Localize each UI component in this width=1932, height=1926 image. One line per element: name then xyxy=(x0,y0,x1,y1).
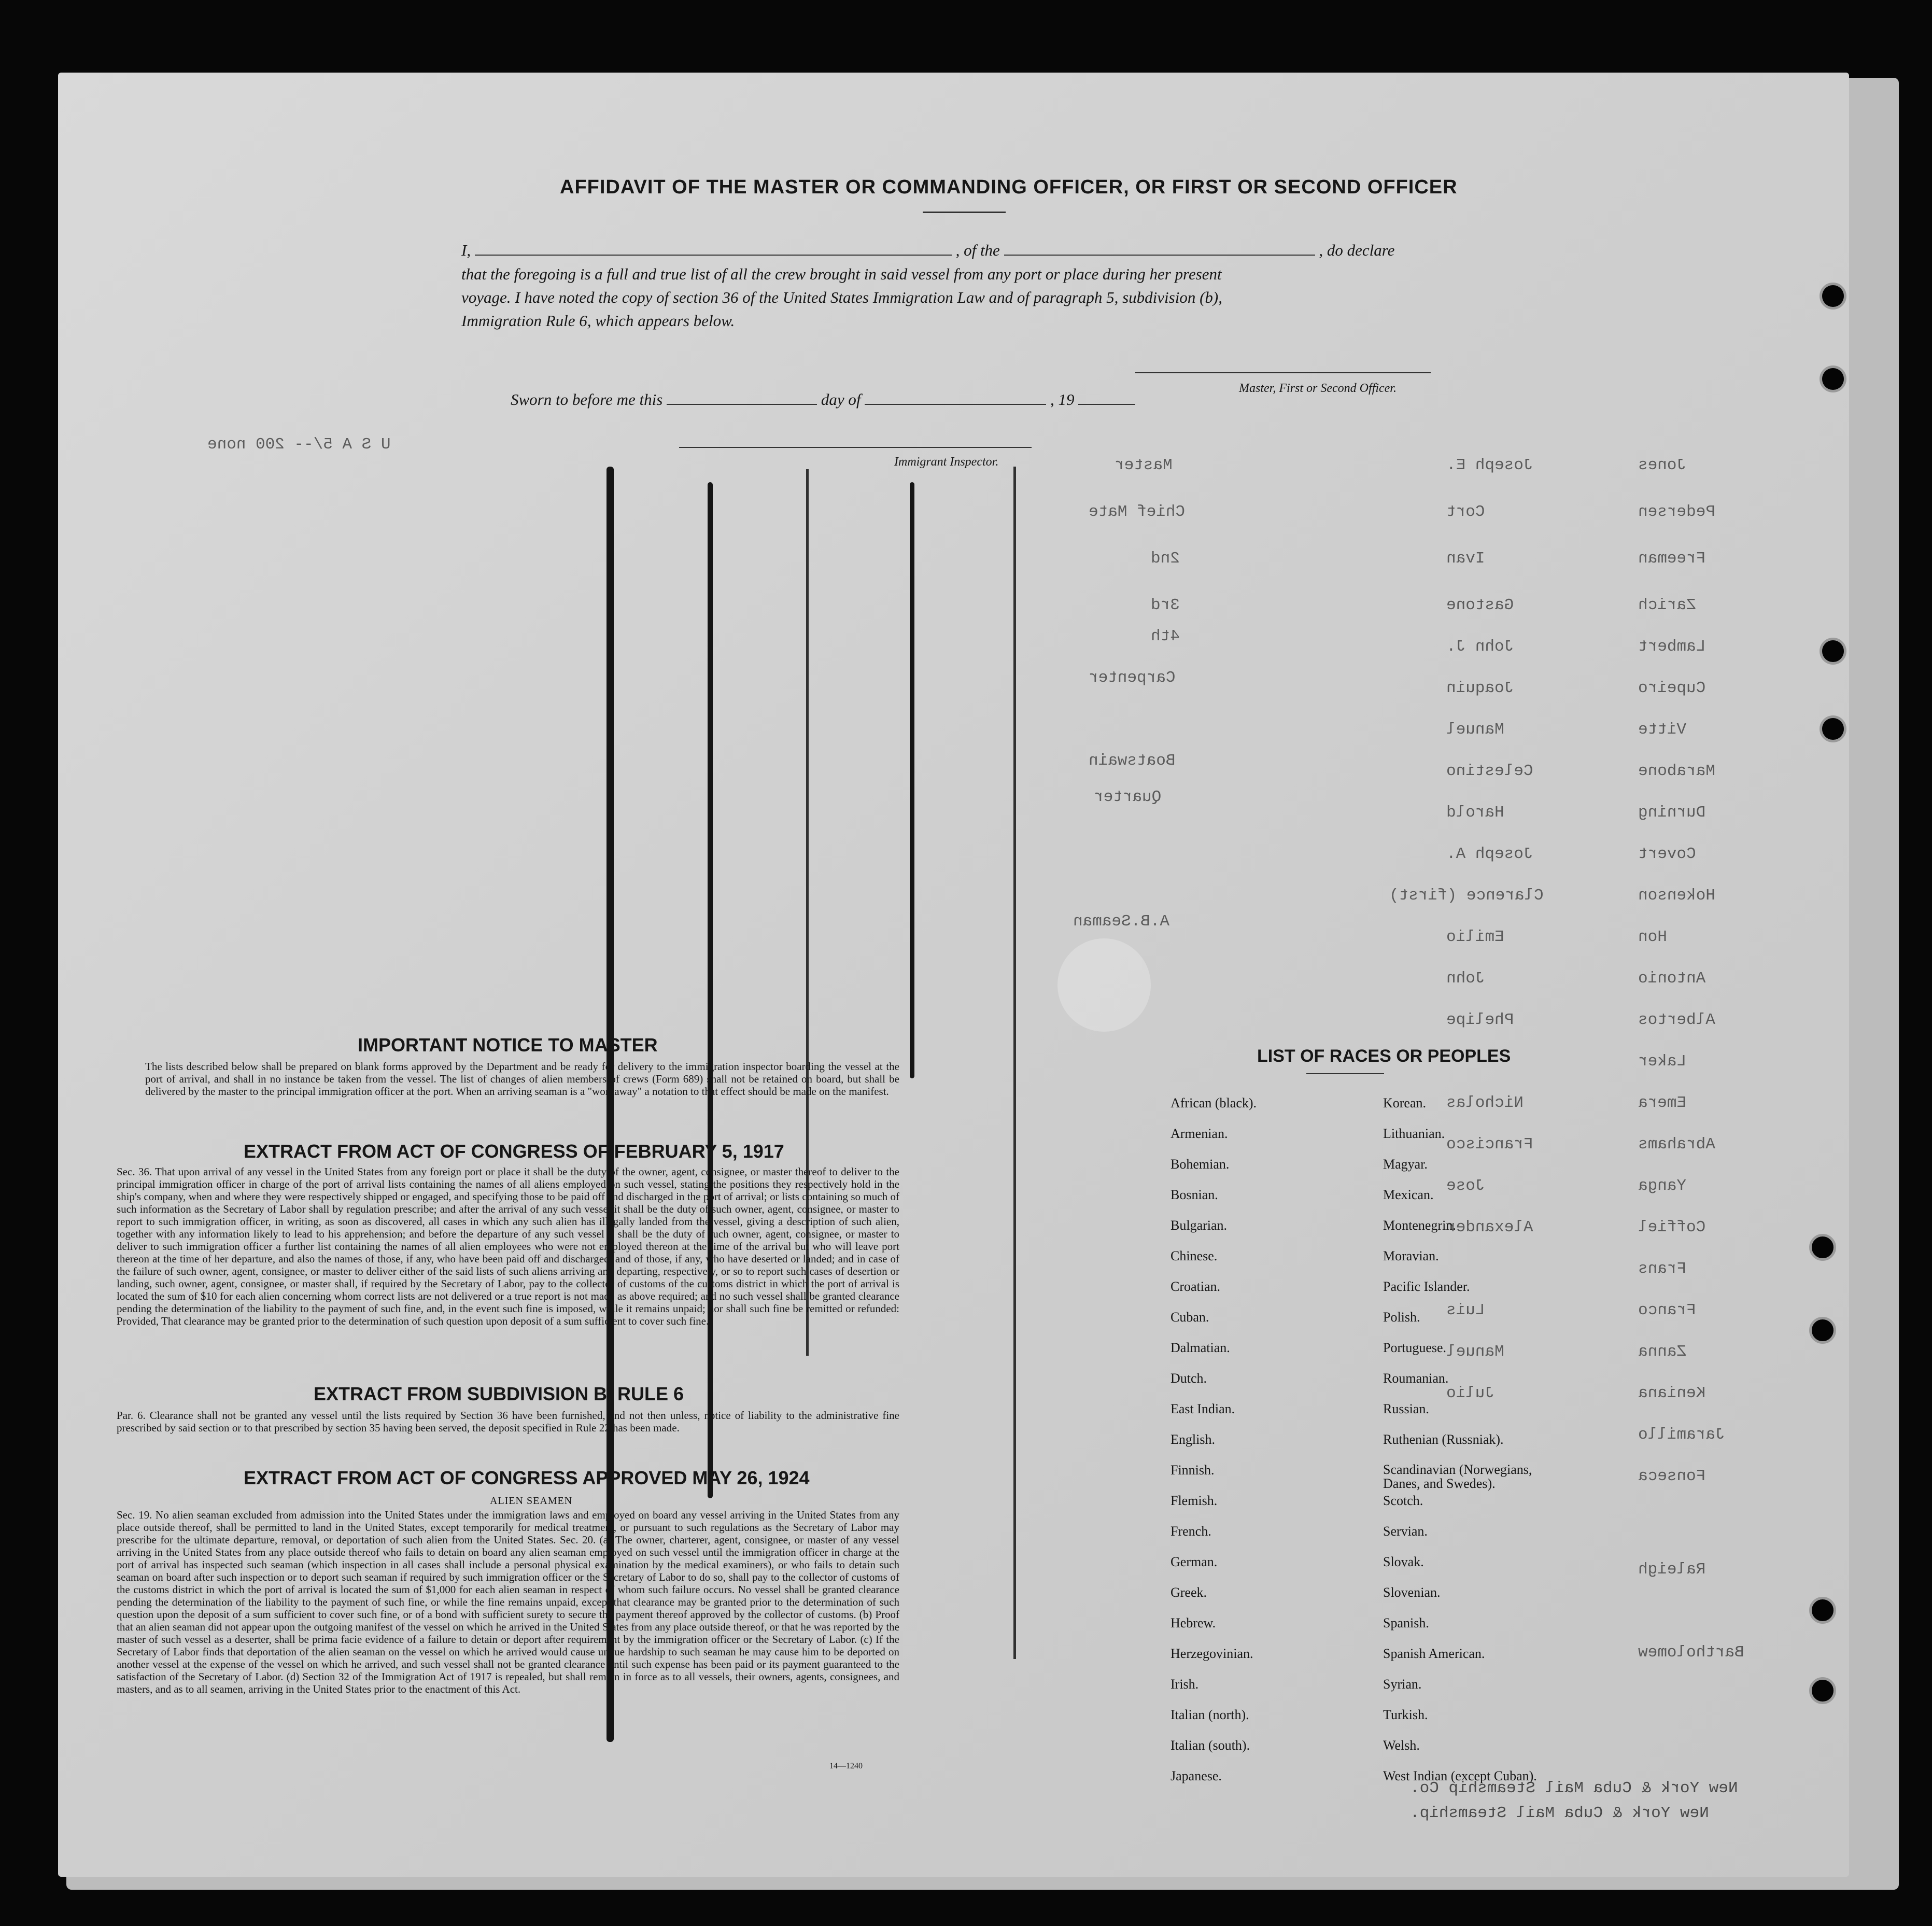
bleed-given: Emilio xyxy=(1446,928,1504,946)
binder-hole xyxy=(1820,715,1846,742)
race-item: English. xyxy=(1171,1432,1215,1447)
bleed-surname: Pedersen xyxy=(1638,503,1715,521)
bleed-surname: Antonio xyxy=(1638,969,1706,988)
sworn-year: , 19 xyxy=(1050,390,1075,409)
race-item: Italian (south). xyxy=(1171,1738,1250,1753)
race-item: Finnish. xyxy=(1171,1463,1215,1478)
race-item: Syrian. xyxy=(1383,1677,1422,1692)
bleed-surname: Durning xyxy=(1638,804,1706,822)
race-item: Lithuanian. xyxy=(1383,1126,1445,1141)
bleed-rank: Quarter xyxy=(1094,788,1162,806)
race-item: Pacific Islander. xyxy=(1383,1279,1470,1294)
bleed-footer-2: New York & Cuba Mail Steamship. xyxy=(1410,1804,1709,1822)
race-item: Polish. xyxy=(1383,1310,1420,1325)
bleed-given: Francisco xyxy=(1446,1135,1533,1154)
races-right-column xyxy=(1383,1095,1554,1799)
bleed-surname: Frans xyxy=(1638,1260,1687,1278)
binder-hole xyxy=(1809,1677,1836,1704)
race-item: Slovak. xyxy=(1383,1554,1424,1569)
light-spot xyxy=(1057,938,1151,1032)
notice-text: The lists described below shall be prepared on blank forms approved by the Department and be ready for delivery to the immigration inspector boarding the vessel at the port of arrival, and shall in no instance be taken from the vessel. The list of changes of alien members of crews (Form 689) shall not be retained on board, but shall be delivered by the master to the principal immigration officer at the port. When an arriving seaman is a "workaway" a notation to that effect should be made on the manifest. xyxy=(145,1060,899,1098)
race-item: Portuguese. xyxy=(1383,1340,1447,1355)
bleed-given: Manuel xyxy=(1446,721,1504,739)
race-item: Bosnian. xyxy=(1171,1187,1218,1202)
race-item: Welsh. xyxy=(1383,1738,1420,1753)
race-item: Dalmatian. xyxy=(1171,1340,1230,1355)
bleed-given: Jose xyxy=(1446,1177,1485,1195)
ink-stroke xyxy=(910,482,914,1078)
bleed-given: Ivan xyxy=(1446,550,1485,568)
bleed-rank: 2nd xyxy=(1151,550,1180,568)
race-item: Montenegrin. xyxy=(1383,1218,1456,1233)
binder-hole xyxy=(1809,1317,1836,1344)
bleed-given: Phelipe xyxy=(1446,1011,1514,1029)
race-item: Hebrew. xyxy=(1171,1615,1216,1630)
bleed-surname: Freeman xyxy=(1638,550,1706,568)
race-item: Chinese. xyxy=(1171,1248,1218,1263)
bleed-given: Alexander xyxy=(1446,1218,1533,1236)
race-item: Flemish. xyxy=(1171,1493,1218,1508)
bleed-given: John J. xyxy=(1446,638,1514,656)
extract-1917-title: EXTRACT FROM ACT OF CONGRESS OF FEBRUARY 5, 1917 xyxy=(244,1141,784,1162)
races-left-column xyxy=(1171,1095,1257,1799)
signature-line xyxy=(1135,372,1431,373)
form-number: 14—1240 xyxy=(829,1762,863,1770)
binder-hole xyxy=(1820,365,1846,392)
affidavit-of-the: , of the xyxy=(955,241,1000,259)
bleed-rank: A.B.Seaman xyxy=(1073,912,1170,931)
bleed-surname: Laker xyxy=(1638,1052,1687,1071)
extract-1924-text: Sec. 19. No alien seaman excluded from admission into the United States under the immigration laws and employed on board any vessel arriving in the United States from any place outside thereof, shall be permitted to land in the United States, except temporarily for medical treatment, or pursuant to such regulations as the Secretary of Labor may prescribe for the ultimate departure, removal, or deportation of such alien from the United States. Sec. 20. (a) The owner, charterer, agent, consignee, or master of any vessel arriving in the United States from any place outside thereof who fails to detain on board any alien seaman employed on such vessel until the immigration officer in charge at the port of arrival has inspected such seaman (which inspection in all cases shall include a personal physical examination by the medical examiners), or who fails to detain such seaman on board after such inspection or to deport such seaman if required by such immigration officer or the Secretary of Labor to do so, shall pay to the collector of customs of the customs district in which the port of arrival is located the sum of $1,000 for each alien seaman in respect of whom such failure occurs. No vessel shall be granted clearance pending the determination of the liability to the payment of such fine, or while the fine remains unpaid, except that clearance may be granted prior to the determination of such question upon the deposit of a sum sufficient to cover such fine, or of a bond with sufficient surety to secure the payment thereof approved by the collector of customs. (b) Proof that an alien seaman did not appear upon the outgoing manifest of the vessel on which he arrived in the United States from any place outside thereof, or that he was reported by the master of such vessel as a deserter, shall be prima facie evidence of a failure to detain or deport after requirement by the immigration officer or the Secretary of Labor. (c) If the Secretary of Labor finds that deportation of the alien seaman on the vessel on which he arrived would cause undue hardship to such seaman he may cause him to be deported on another vessel at the expense of the vessel on which he arrived, and such vessel shall not be granted clearance until such expense has been paid or its payment guaranteed to the satisfaction of the Secretary of Labor. (d) Section 32 of the Immigration Act of 1917 is repealed, but shall remain in force as to all vessels, their owners, agents, consignees, and masters, and as to all seamen, arriving in the United States prior to the enactment of this Act. xyxy=(117,1509,899,1695)
bleed-surname: Raleigh xyxy=(1638,1561,1706,1579)
race-item: Cuban. xyxy=(1171,1310,1209,1325)
bleed-given: Nicholas xyxy=(1446,1094,1524,1112)
races-title: LIST OF RACES OR PEOPLES xyxy=(1257,1046,1511,1066)
bleed-surname: Albertos xyxy=(1638,1011,1715,1029)
binder-hole xyxy=(1809,1597,1836,1624)
race-item: Japanese. xyxy=(1171,1768,1222,1783)
bleed-surname: Emera xyxy=(1638,1094,1687,1112)
bleed-surname: Lambert xyxy=(1638,638,1706,656)
ink-stroke xyxy=(1013,467,1016,1659)
extract-rule6-title: EXTRACT FROM SUBDIVISION B, RULE 6 xyxy=(314,1383,684,1404)
race-item: Dutch. xyxy=(1171,1371,1207,1386)
bleed-surname: Zarich xyxy=(1638,596,1696,614)
bleed-rank: 3rd xyxy=(1151,596,1180,614)
bleed-surname: Covert xyxy=(1638,845,1696,863)
race-item: Russian. xyxy=(1383,1401,1429,1416)
bleed-given: Luis xyxy=(1446,1301,1485,1319)
bleed-given: Cort xyxy=(1446,503,1485,521)
bleed-given: John xyxy=(1446,969,1485,988)
race-item: Roumanian. xyxy=(1383,1371,1449,1386)
race-item: German. xyxy=(1171,1554,1218,1569)
bleed-surname: Keniana xyxy=(1638,1384,1706,1402)
race-item: East Indian. xyxy=(1171,1401,1235,1416)
race-item: Croatian. xyxy=(1171,1279,1221,1294)
race-item: Mexican. xyxy=(1383,1187,1434,1202)
race-item: Irish. xyxy=(1171,1677,1199,1692)
affidavit-line-3: voyage. I have noted the copy of section 36 of the United States Immigration Law and of paragraph 5, subdivision (b), xyxy=(461,288,1222,306)
ink-stroke xyxy=(708,482,713,1498)
race-item: African (black). xyxy=(1171,1095,1257,1110)
bleed-footer-1: New York & Cuba Mail Steamship Co. xyxy=(1410,1779,1738,1797)
race-item: Ruthenian (Russniak). xyxy=(1383,1432,1504,1447)
race-item: Spanish American. xyxy=(1383,1646,1485,1661)
race-item: Turkish. xyxy=(1383,1707,1428,1722)
bleed-given: Gastone xyxy=(1446,596,1514,614)
affidavit-line-2: that the foregoing is a full and true list of all the crew brought in said vessel from any port or place during her present xyxy=(461,265,1222,283)
bleed-rank: Chief Mate xyxy=(1089,503,1186,521)
bleed-surname: Bartholomew xyxy=(1638,1643,1744,1662)
bleed-given: Joseph A. xyxy=(1446,845,1533,863)
bleed-surname: Vitte xyxy=(1638,721,1687,739)
race-item: Herzegovinian. xyxy=(1171,1646,1253,1661)
bleed-surname: Yanga xyxy=(1638,1177,1687,1195)
bleed-surname: Cupeiro xyxy=(1638,679,1706,697)
sworn-line xyxy=(511,389,1135,411)
bleed-rank: Boatswain xyxy=(1089,752,1176,770)
race-item: Italian (north). xyxy=(1171,1707,1249,1722)
bleed-surname: Jaramillo xyxy=(1638,1426,1725,1444)
bleed-given: Manuel xyxy=(1446,1343,1504,1361)
bleed-surname: Hon xyxy=(1638,928,1667,946)
bleed-given: Joaquin xyxy=(1446,679,1514,697)
title-underline xyxy=(923,212,1006,213)
bleed-surname: Fonseca xyxy=(1638,1467,1706,1485)
affidavit-i: I, xyxy=(461,241,471,259)
race-item: Slovenian. xyxy=(1383,1585,1441,1600)
alien-seamen-subtitle: ALIEN SEAMEN xyxy=(490,1495,573,1507)
affidavit-line-4: Immigration Rule 6, which appears below. xyxy=(461,312,735,330)
bleed-rank: Carpenter xyxy=(1089,669,1176,687)
bleed-surname: Abrahams xyxy=(1638,1135,1715,1154)
affidavit-line-1 xyxy=(461,240,1394,261)
bleed-surname: Zanna xyxy=(1638,1343,1687,1361)
race-item: Scotch. xyxy=(1383,1493,1423,1508)
bleed-surname: Franco xyxy=(1638,1301,1696,1319)
extract-rule6-text: Par. 6. Clearance shall not be granted any vessel until the lists required by Section 36 have been furnished, and not then unless, notice of liability to the administrative fine prescribed by said section or to that prescribed by section 35 having been served, the deposit specified in Rule 22 has been made. xyxy=(117,1409,899,1434)
sworn-prefix: Sworn to before me this xyxy=(511,390,663,409)
bleed-surname: Marabone xyxy=(1638,762,1715,780)
binder-hole xyxy=(1809,1234,1836,1261)
bleed-rank: Master xyxy=(1115,456,1173,474)
bleed-surname: Jones xyxy=(1638,456,1687,474)
race-item: Magyar. xyxy=(1383,1157,1428,1172)
affidavit-do-declare: , do declare xyxy=(1319,241,1395,259)
race-item: Greek. xyxy=(1171,1585,1207,1600)
signature-caption: Master, First or Second Officer. xyxy=(1239,382,1397,395)
affidavit-title: AFFIDAVIT OF THE MASTER OR COMMANDING OFFICER, OR FIRST OR SECOND OFFICER xyxy=(560,176,1458,198)
race-item: Bulgarian. xyxy=(1171,1218,1228,1233)
race-item: Spanish. xyxy=(1383,1615,1429,1630)
race-item: West Indian (except Cuban). xyxy=(1383,1768,1537,1783)
notice-title: IMPORTANT NOTICE TO MASTER xyxy=(358,1034,658,1056)
bleed-surname: Hokenson xyxy=(1638,887,1715,905)
bleed-surname: Coffiel xyxy=(1638,1218,1706,1236)
bleed-header-row: U S A 5/-- 200 none xyxy=(207,435,391,454)
bleed-given: Clarence (first) xyxy=(1389,887,1544,905)
bleed-given: Harold xyxy=(1446,804,1504,822)
extract-1917-text: Sec. 36. That upon arrival of any vessel in the United States from any foreign port or place it shall be the duty of the owner, agent, consignee, or master thereof to deliver to the principal immigration officer in charge of the port of arrival lists containing the names of all aliens employed on such vessel, stating the positions they respectively hold in the ship's company, when and where they were respectively shipped or engaged, and specifying those to be paid off and discharged in the port of arrival; or lists containing so much of such information as the Secretary of Labor shall by regulation prescribe; and after the arrival of any such vessel it shall be the duty of such owner, agent, consignee, or master to report to such immigration officer, in writing, as soon as discovered, all cases in which any such alien has illegally landed from the vessel, giving a description of such alien, together with any information likely to lead to his apprehension; and before the departure of any such vessel it shall be the duty of such owner, agent, consignee, or master to deliver to such immigration officer a further list containing the names of all alien employees who were not employed thereon at the time of the arrival but who will leave port thereon at the time of her departure, and also the names of those, if any, who have been paid off and discharged, and of those, if any, who have deserted or landed; and in case of the failure of such owner, agent, consignee, or master to deliver either of the said lists of such aliens arriving and departing, respectively, or so to report such cases of desertion or landing, such owner, agent, consignee, or master shall, if required by the Secretary of Labor, pay to the collector of customs of the customs district in which the port of arrival is located the sum of $10 for each alien concerning whom correct lists are not delivered or a true report is not made as above required; and no such vessel shall be granted clearance pending the determination of the liability to the payment of such fine, and, in the event such fine is imposed, while it remains unpaid; nor shall such fine be remitted or refunded: Provided, That clearance may be granted prior to the determination of such question upon deposit of a sum sufficient to cover such fine. xyxy=(117,1165,899,1327)
races-underline xyxy=(1306,1073,1384,1074)
bleed-given: Joseph E. xyxy=(1446,456,1533,474)
race-item: Korean. xyxy=(1383,1095,1427,1110)
race-item: Bohemian. xyxy=(1171,1157,1230,1172)
bleed-rank: 4th xyxy=(1151,627,1180,645)
binder-hole xyxy=(1820,638,1846,665)
extract-1924-title: EXTRACT FROM ACT OF CONGRESS APPROVED MAY 26, 1924 xyxy=(244,1467,810,1488)
race-item: Scandinavian (Norwegians, Danes, and Swedes). xyxy=(1383,1462,1532,1491)
race-item: Servian. xyxy=(1383,1524,1428,1539)
race-item: Armenian. xyxy=(1171,1126,1228,1141)
inspector-line xyxy=(679,447,1032,448)
bleed-given: Celestino xyxy=(1446,762,1533,780)
inspector-caption: Immigrant Inspector. xyxy=(894,455,999,469)
race-item: French. xyxy=(1171,1524,1211,1539)
bleed-given: Julio xyxy=(1446,1384,1495,1402)
race-item: Moravian. xyxy=(1383,1248,1439,1263)
sworn-day-of: day of xyxy=(821,390,861,409)
binder-hole xyxy=(1820,283,1846,310)
